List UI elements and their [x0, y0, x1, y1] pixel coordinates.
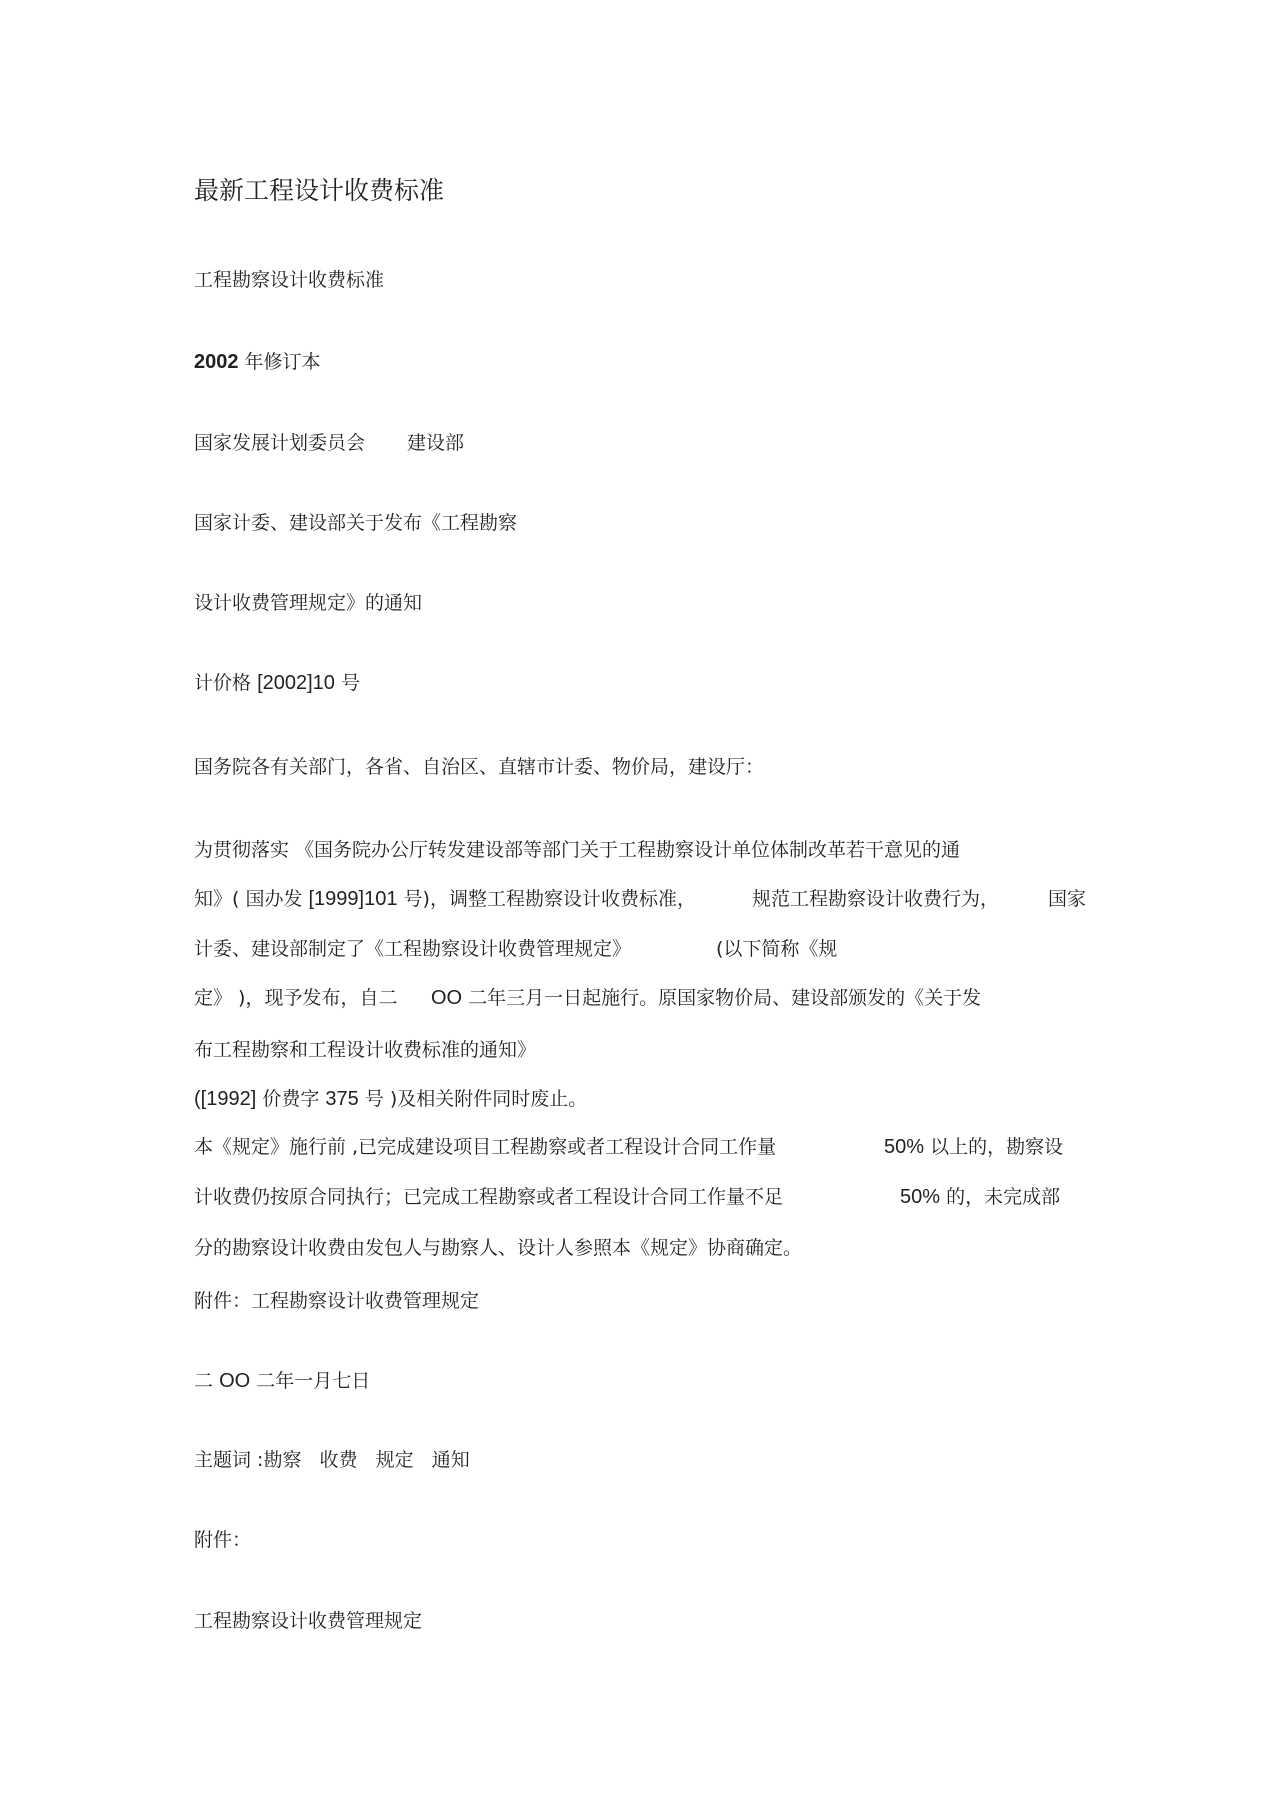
attachment-title: 工程勘察设计收费管理规定 [194, 1610, 423, 1632]
date-b: OO [219, 1370, 251, 1392]
edition-text: 年修订本 [244, 351, 321, 373]
issuer-1: 国家发展计划委员会 [194, 432, 366, 454]
para1-l2-e: 国家 [1048, 888, 1087, 910]
para1-l2-b: [1999]101 [308, 888, 398, 910]
para1-line-1: 为贯彻落实 《国务院办公厅转发建设部等部门关于工程勘察设计单位体制改革若干意见的通 [194, 839, 961, 861]
para1-l6-b: 价费字 [262, 1088, 320, 1110]
para1-l3-b: (以下简称《规 [716, 938, 838, 960]
para1-line-3: 计委、建设部制定了《工程勘察设计收费管理规定》 [194, 938, 632, 960]
para1-l4-c: 二年三月一日起施行。原国家物价局、建设部颁发的《关于发 [468, 987, 982, 1009]
para2-l1-c: 以上的，勘察设 [930, 1136, 1064, 1158]
issuer-2: 建设部 [407, 432, 465, 454]
para2-line-1: 本《规定》施行前 ,已完成建设项目工程勘察或者工程设计合同工作量 [194, 1136, 777, 1158]
date-c: 二年一月七日 [256, 1370, 371, 1392]
addressee: 国务院各有关部门，各省、自治区、直辖市计委、物价局，建设厅： [194, 756, 765, 778]
para1-l4-b: OO [431, 987, 463, 1009]
notice-title-line-2: 设计收费管理规定》的通知 [194, 592, 423, 614]
subtitle: 工程勘察设计收费标准 [194, 269, 385, 291]
para1-l2-d: 规范工程勘察设计收费行为， [752, 888, 1000, 910]
para2-l2-c: 的，未完成部 [946, 1186, 1061, 1208]
para1-line-4-rest [431, 986, 981, 1010]
para1-l2-a: 知》( 国办发 [194, 888, 303, 910]
keywords: 主题词 :勘察 收费 规定 通知 [194, 1449, 470, 1471]
para1-l6-a: ([1992] [194, 1088, 257, 1110]
para1-l6-c: 375 [325, 1088, 359, 1110]
para1-line-6 [194, 1087, 587, 1111]
para2-line-3: 分的勘察设计收费由发包人与勘察人、设计人参照本《规定》协商确定。 [194, 1237, 803, 1259]
para2-line-2: 计收费仍按原合同执行；已完成工程勘察或者工程设计合同工作量不足 [194, 1186, 784, 1208]
document-number [194, 671, 360, 695]
para2-line-1-rest [884, 1135, 1063, 1159]
para2-l2-b: 50% [900, 1186, 941, 1208]
attachment-label: 附件： [194, 1529, 252, 1551]
notice-title-line-1: 国家计委、建设部关于发布《工程勘察 [194, 512, 518, 534]
issue-date [194, 1369, 370, 1393]
para1-l6-d: 号 )及相关附件同时废止。 [364, 1088, 588, 1110]
page-title: 最新工程设计收费标准 [194, 176, 445, 205]
doc-number-suffix: 号 [340, 672, 360, 694]
para1-line-2 [194, 887, 696, 911]
para2-line-2-rest [900, 1185, 1060, 1209]
para1-line-4: 定》 )，现予发布，自二 [194, 987, 398, 1009]
doc-number-value: [2002]10 [257, 672, 335, 694]
edition-line [194, 350, 321, 374]
doc-number-prefix: 计价格 [194, 672, 252, 694]
para2-l1-b: 50% [884, 1136, 925, 1158]
para1-line-5: 布工程勘察和工程设计收费标准的通知》 [194, 1039, 537, 1061]
edition-year: 2002 [194, 351, 239, 373]
date-a: 二 [194, 1370, 214, 1392]
attachment-line: 附件：工程勘察设计收费管理规定 [194, 1290, 480, 1312]
para1-l2-c: 号)，调整工程勘察设计收费标准， [403, 888, 696, 910]
